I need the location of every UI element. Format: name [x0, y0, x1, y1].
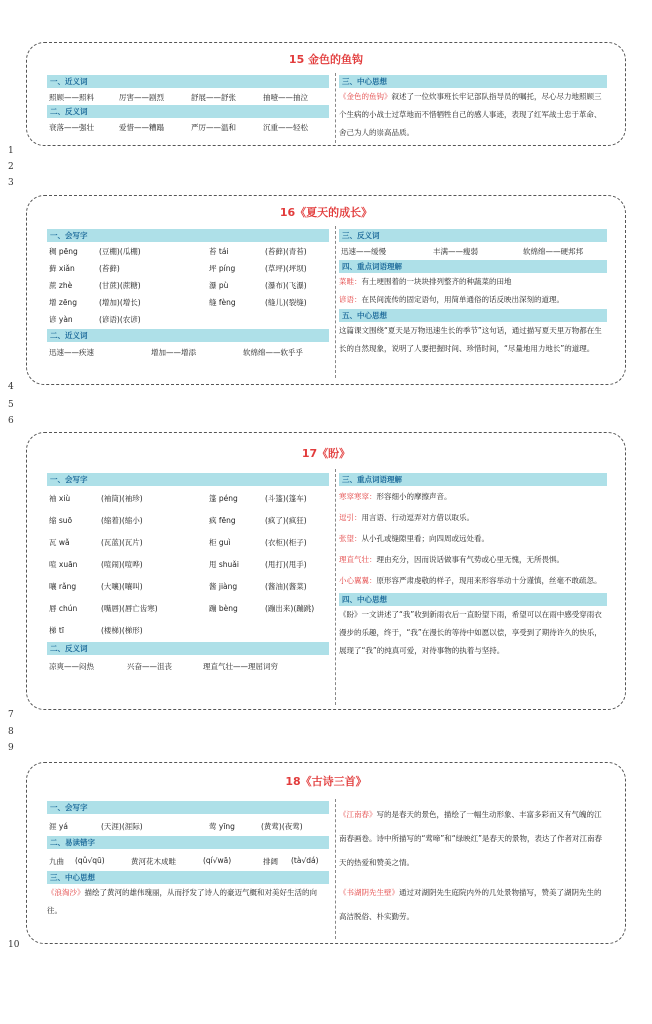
term: 小心翼翼：	[339, 576, 377, 585]
left-column	[47, 473, 329, 675]
character-words: (草坪)(坪坝)	[265, 264, 307, 273]
poem-title: 《书湖阴先生壁》	[339, 888, 399, 897]
lesson-card-15	[26, 42, 626, 146]
line-number: 3	[8, 178, 14, 188]
card-title: 15 金色的鱼钩	[288, 53, 364, 66]
word-pair: 厉害——剧烈	[119, 93, 164, 102]
character: 涯 yá	[49, 822, 68, 831]
card-title: 17《盼》	[301, 447, 351, 460]
word-pair: 迅速——缓慢	[341, 247, 386, 256]
right-column	[339, 803, 607, 929]
char-row	[47, 508, 329, 530]
synonym-row	[47, 88, 329, 105]
summary-paragraph	[47, 884, 329, 920]
character: 莺 yīng	[209, 822, 235, 831]
meaning: 原形容严肃虔敬的样子，现用来形容举动十分谨慎，丝毫不敢疏忽。	[376, 576, 602, 585]
character-words: (瓦蓝)(瓦片)	[101, 538, 143, 547]
column-divider	[335, 73, 336, 143]
character: 缝 fèng	[209, 298, 236, 307]
character: 稠 pēng	[49, 247, 78, 256]
character-words: (缝儿)(裂缝)	[265, 298, 307, 307]
character-words: (喧闹)(喧哗)	[101, 560, 143, 569]
character: 酱 jiàng	[209, 582, 238, 591]
word-pair: 照顾——照料	[49, 93, 94, 102]
right-column	[339, 473, 607, 660]
summary-paragraph	[339, 88, 607, 142]
char-row	[47, 574, 329, 596]
section-header: 三、中心思想	[339, 75, 607, 88]
line-number: 5	[8, 400, 14, 410]
meaning: 理由充分，因而说话做事有气势或心里无愧，无所畏惧。	[376, 555, 564, 564]
character: 藓 xiǎn	[49, 264, 75, 273]
character-words: (楼梯)(梯形)	[101, 626, 143, 635]
char-row	[47, 486, 329, 508]
char-row	[47, 276, 329, 293]
character-words: (黄莺)(夜莺)	[261, 822, 303, 831]
meaning: 有土埂围着的一块块排列整齐的种蔬菜的田地	[361, 277, 512, 286]
word-pair: 迅速——疾速	[49, 348, 94, 357]
line-number: 2	[8, 162, 14, 172]
character-words: (袖筒)(袖珍)	[101, 494, 143, 503]
character: 柜 guì	[209, 538, 231, 547]
section-header: 一、会写字	[47, 473, 329, 486]
section-header: 一、会写字	[47, 801, 329, 814]
card-title: 18《古诗三首》	[285, 775, 367, 788]
word-pair: 理直气壮——理屈词穷	[203, 662, 278, 671]
term: 逗引：	[339, 513, 362, 522]
character-words: (苔藓)	[99, 264, 120, 273]
section-header: 三、中心思想	[47, 871, 329, 884]
character: 增 zēng	[49, 298, 77, 307]
word: 黄河花木成畦	[131, 857, 176, 866]
summary-text: 通过对湖阴先生庭院内外的几处景物描写，赞美了湖阴先生的高洁脱俗、朴实勤劳。	[339, 888, 602, 921]
char-row	[47, 530, 329, 552]
line-number: 4	[8, 382, 14, 392]
character-words: (疯了)(疯狂)	[265, 516, 307, 525]
character-words: (甘蔗)(蔗糖)	[99, 281, 141, 290]
lesson-card-18	[26, 762, 626, 944]
word-pair: 丰满——瘦弱	[433, 247, 478, 256]
line-number: 10	[8, 940, 20, 950]
section-header: 三、重点词语理解	[339, 473, 607, 486]
character-words: (酱油)(酱菜)	[265, 582, 307, 591]
summary-paragraph: 这篇课文围绕“夏天是万物迅速生长的季节”这句话，通过描写夏天里万物都在生长的自然现象，说明了人要把握时间、珍惜时间，“尽量地用力地长”的道理。	[339, 326, 602, 353]
lesson-card-17	[26, 432, 626, 710]
term: 张望：	[339, 534, 362, 543]
section-header: 二、近义词	[47, 329, 329, 342]
char-row	[47, 242, 329, 259]
poem-summary	[339, 803, 607, 875]
character-words: (增加)(增长)	[99, 298, 141, 307]
character-words: (衣柜)(柜子)	[265, 538, 307, 547]
character-words: (天涯)(涯际)	[101, 822, 143, 831]
section-header: 一、会写字	[47, 229, 329, 242]
term: 谚语：	[339, 295, 362, 304]
word-pair: 软绵绵——软乎乎	[243, 348, 303, 357]
word-pair: 增加——增添	[151, 348, 196, 357]
meaning: 用言语、行动逗弄对方借以取乐。	[361, 513, 474, 522]
word-pair: 兴奋——沮丧	[127, 662, 172, 671]
character-words: (豆棚)(瓜棚)	[99, 247, 141, 256]
right-column	[339, 229, 607, 358]
term: 理直气壮：	[339, 555, 377, 564]
summary-paragraph: 《盼》一文讲述了“我”收到新雨衣后一直盼望下雨，希望可以在雨中感受穿雨衣漫步的乐趣，终于，“我”在漫长的等待中如愿以偿，享受到了期待许久的快乐，展现了“我”的纯真可爱，对待事物的执着与坚持。	[339, 610, 602, 655]
antonym-row	[47, 655, 329, 675]
section-header: 五、中心思想	[339, 309, 607, 322]
meaning: 从小孔或缝隙里看；向四周或远处看。	[361, 534, 489, 543]
character: 嚷 rǎng	[49, 582, 77, 591]
word-pair: 凉爽——闷热	[49, 662, 94, 671]
line-number: 1	[8, 146, 14, 156]
character-words: (谚语)(农谚)	[99, 315, 141, 324]
word-pair: 严厉——温和	[191, 123, 236, 132]
definition	[339, 528, 607, 549]
word: 九曲	[49, 857, 64, 866]
char-row	[47, 293, 329, 310]
section-header: 一、近义词	[47, 75, 329, 88]
summary-text: 叙述了一位炊事班长牢记部队指导员的嘱托，尽心尽力地照顾三个生病的小战士过草地而不惜牺牲自己的感人事迹，表现了红军战士忠于革命、舍己为人的崇高品质。	[339, 92, 602, 137]
word: 排阔	[263, 857, 278, 866]
definition	[339, 549, 607, 570]
term: 寒窣寒窣：	[339, 492, 377, 501]
definition	[339, 486, 607, 507]
character: 谚 yàn	[49, 315, 73, 324]
character: 瀑 pù	[209, 281, 229, 290]
char-row	[47, 310, 329, 327]
character-words: (苔藓)(青苔)	[265, 247, 307, 256]
word-pair: 衰落——强壮	[49, 123, 94, 132]
pronunciation-row	[47, 849, 329, 871]
section-header: 二、反义词	[47, 642, 329, 655]
lesson-ref: 《金色的鱼钩》	[339, 92, 392, 101]
character: 苔 tái	[209, 247, 229, 256]
lesson-card-16	[26, 195, 626, 385]
section-header: 二、反义词	[47, 105, 329, 118]
antonym-row	[47, 118, 329, 135]
character: 疯 fēng	[209, 516, 236, 525]
line-number: 8	[8, 727, 14, 737]
column-divider	[335, 226, 336, 378]
word-pair: 抽噎——抽泣	[263, 93, 308, 102]
char-row	[47, 552, 329, 574]
character-words: (甩打)(甩手)	[265, 560, 307, 569]
antonym-row	[339, 242, 607, 260]
character: 蹦 bèng	[209, 604, 238, 613]
word-pair: 沉重——轻松	[263, 123, 308, 132]
left-column	[47, 75, 329, 135]
character-words: (蹦出来)(蹦跳)	[265, 604, 315, 613]
character: 梯 tī	[49, 626, 64, 635]
left-column	[47, 229, 329, 360]
pronunciation: (tà√dá)	[291, 856, 319, 865]
character-words: (瀑布)(飞瀑)	[265, 281, 307, 290]
character: 喧 xuān	[49, 560, 78, 569]
meaning: 在民间流传的固定语句，用简单通俗的话反映出深刻的道理。	[361, 295, 564, 304]
character: 瓦 wǎ	[49, 538, 70, 547]
poem-summary	[339, 881, 607, 929]
line-number: 9	[8, 743, 14, 753]
card-title: 16《夏天的成长》	[279, 206, 373, 219]
section-header: 二、易读错字	[47, 836, 329, 849]
section-header: 四、重点词语理解	[339, 260, 607, 273]
line-number: 6	[8, 416, 14, 426]
synonym-row	[47, 342, 329, 360]
char-row	[47, 596, 329, 618]
character: 篷 péng	[209, 494, 238, 503]
summary-text: 描绘了黄河的雄伟瑰丽，从而抒发了诗人的豪迈气概和对美好生活的向往。	[47, 888, 317, 915]
character: 唇 chún	[49, 604, 78, 613]
right-column	[339, 75, 607, 142]
word-pair: 软绵绵——硬邦邦	[523, 247, 583, 256]
definition	[339, 570, 607, 591]
character: 袖 xiù	[49, 494, 71, 503]
character: 坪 píng	[209, 264, 236, 273]
character: 缩 suō	[49, 516, 73, 525]
character-words: (斗篷)(篷车)	[265, 494, 307, 503]
pronunciation: (qǔ√qū)	[75, 856, 105, 865]
definition	[339, 273, 607, 291]
character-words: (嘴唇)(唇亡齿寒)	[101, 604, 158, 613]
character-words: (大嚷)(嚷叫)	[101, 582, 143, 591]
left-column	[47, 801, 329, 920]
character: 甩 shuǎi	[209, 560, 239, 569]
summary-text: 写的是春天的景色，描绘了一幅生动形象、丰富多彩而又有气魄的江南春画卷。诗中所描写的“莺啼”和“绿映红”是春天的景物，表达了作者对江南春天的热爱和赞美之情。	[339, 810, 603, 867]
char-row	[47, 259, 329, 276]
word-pair: 舒展——舒张	[191, 93, 236, 102]
definition	[339, 507, 607, 528]
character-words: (缩着)(缩小)	[101, 516, 143, 525]
column-divider	[335, 799, 336, 939]
line-number: 7	[8, 710, 14, 720]
poem-title: 《江南春》	[339, 810, 377, 819]
character: 蔗 zhè	[49, 281, 73, 290]
section-header: 三、反义词	[339, 229, 607, 242]
definition	[339, 291, 607, 309]
term: 菜畦：	[339, 277, 362, 286]
meaning: 形容细小的摩擦声音。	[376, 492, 452, 501]
pronunciation: (qí√wā)	[203, 856, 232, 865]
section-header: 四、中心思想	[339, 593, 607, 606]
char-row	[47, 618, 329, 640]
column-divider	[335, 469, 336, 705]
poem-title: 《浪淘沙》	[47, 888, 85, 897]
word-pair: 爱惜——糟蹋	[119, 123, 164, 132]
char-row	[47, 814, 329, 836]
